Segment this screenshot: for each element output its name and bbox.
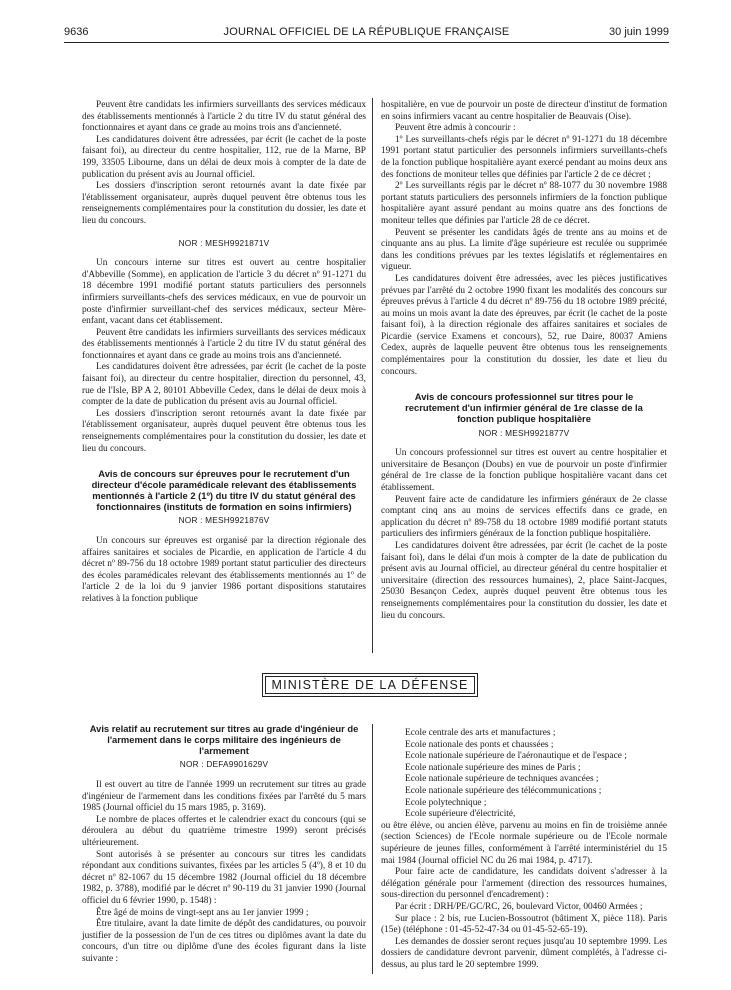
paragraph: Les candidatures doivent être adressées, par écrit (le cachet de la poste faisant foi), au directeur du centre hospitalier, direction du personnel, 43, rue de l'Isle, BP A 2, 80101 Abbeville Cedex, dans le délai de deux mois à compter de la date de publication du présent avis au Journal officiel. (82, 362, 366, 408)
defense-left-column (82, 724, 366, 965)
paragraph: Les dossiers d'inscription seront retournés avant la date fixée par l'établissement organisateur, auprès duquel peuvent être obtenus tous les renseignements complémentaires pour la constitution du dossier, les date et lieu du concours. (82, 181, 366, 226)
ministry-title: MINISTÈRE DE LA DÉFENSE (262, 673, 478, 697)
paragraph: Les candidatures doivent être adressées, par écrit (le cachet de la poste faisant foi), dans le délai d'un mois à compter de la date de publication du présent avis au Journal officiel, au directeur général du centre hospitalier et universitaire (direction des ressources humaines), 2, place Saint-Jacques, 25030 Besançon Cedex, auprès duquel peuvent être obtenus tous les renseignements complémentaires pour la constitution du dossier, les date et lieu du concours. (381, 540, 667, 621)
paragraph: Les candidatures doivent être adressées, avec les pièces justificatives prévues par l'arrêté du 2 octobre 1990 fixant les modalités des concours sur épreuves prévus à l'article 4 du décret nº 89-756 du 18 octobre 1989 précité, au moins un mois avant la date des épreuves, par écrit (le cachet de la poste faisant foi), à la direction régionale des affaires sanitaires et sociales de Picardie (service Examens et concours), 52, rue Daire, 80037 Amiens Cedex, auprès de laquelle peuvent être obtenus tous les renseignements complémentaires pour la constitution du dossier, les date et lieu du concours. (381, 273, 667, 377)
paragraph: Peuvent être admis à concourir : (395, 123, 516, 134)
paragraph: ou être élève, ou ancien élève, parvenu au moins en fin de troisième année (section Sciences) de l'Ecole normale supérieure ou de l'Ecole normale supérieure de jeunes filles, conformément à l'arrêté interministériel du 15 mai 1984 (Journal officiel NC du 26 mai 1984, p. 4717). (381, 820, 667, 866)
paragraph: Il est ouvert au titre de l'année 1999 un recrutement sur titres au grade d'ingénieur de l'armement dans les conditions fixées par l'arrêté du 5 mars 1985 (Journal officiel du 15 mars 1985, p. 3169). (82, 779, 366, 814)
paragraph: 1º Les surveillants-chefs régis par le décret nº 91-1271 du 18 décembre 1991 portant statut particulier des personnels infirmiers surveillants-chefs de la fonction publique hospitalière ayant exercé pendant au moins deux ans des fonctions de moniteur telles que définies par l'article 2 de ce décret ; (381, 134, 667, 180)
section-heading: Avis de concours professionnel sur titres pour le recrutement d'un infirmier général de 1re classe de la fonction publique hospitalière (405, 391, 643, 424)
school-list-item: Ecole centrale des arts et manufactures ; (405, 728, 556, 738)
paragraph: Par écrit : DRH/PE/GC/RC, 26, boulevard Victor, 00460 Armées ; (395, 901, 643, 912)
journal-title: JOURNAL OFFICIEL DE LA RÉPUBLIQUE FRANÇAISE (223, 26, 510, 38)
paragraph: Les demandes de dossier seront reçues jusqu'au 10 septembre 1999. Les dossiers de candidature devront parvenir, dûment complétés, à l'adresse ci-dessus, au plus tard le 20 septembre 1999. (381, 936, 667, 970)
paragraph: Sont autorisés à se présenter au concours sur titres les candidats répondant aux conditions suivantes, fixées par les articles 5 (4º), 8 et 10 du décret nº 82-1067 du 15 décembre 1982 (Journal officiel du 18 décembre 1982, p. 3788), modifié par le décret nº 90-119 du 31 janvier 1990 (Journal officiel du 6 février 1990, p. 1548) : (82, 849, 366, 906)
nor-reference: NOR : MESH9921876V (178, 515, 270, 526)
school-list-item: Ecole nationale supérieure de l'aéronautique et de l'espace ; (405, 751, 627, 762)
school-list-item: Ecole nationale des ponts et chaussées ; (405, 739, 554, 750)
page-number: 9636 (64, 26, 89, 38)
defense-right-column (381, 728, 667, 971)
paragraph: Le nombre de places offertes et le calendrier exact du concours (qui se déroulera au début du quatrième trimestre 1999) seront précisés ultérieurement. (82, 814, 366, 848)
section-heading: Avis de concours sur épreuves pour le recrutement d'un directeur d'école paramédicale relevant des établissements mentionnés à l'article 2 (1º) du titre IV du statut général des fonctionnaires (instituts de formation en soins infirmiers) (91, 468, 357, 512)
nor-reference: NOR : MESH9921871V (178, 237, 270, 248)
column-separator (372, 98, 373, 653)
school-list-item: Ecole nationale supérieure de techniques avancées ; (405, 774, 599, 785)
school-list-item: Ecole nationale supérieure des mines de Paris ; (405, 762, 581, 773)
nor-reference: NOR : MESH9921877V (478, 427, 570, 438)
paragraph: Sur place : 2 bis, rue Lucien-Bossoutrot (bâtiment X, pièce 118). Paris (15e) (téléphone : 01-45-52-47-34 ou 01-45-52-65-19). (381, 913, 667, 936)
paragraph: Les dossiers d'inscription seront retournés avant la date fixée par l'établissement organisateur, auprès duquel peuvent être obtenus tous les renseignements complémentaires pour la constitution du dossier, les date et lieu du concours. (82, 408, 366, 454)
right-column (381, 100, 667, 622)
paragraph: Peuvent être candidats les infirmiers surveillants des services médicaux des établissements mentionnés à l'article 2 du titre IV du statut général des fonctionnaires et ayant dans ce grade au moins trois ans d'ancienneté. (82, 327, 366, 361)
paragraph: Peuvent se présenter les candidats âgés de trente ans au moins et de cinquante ans au plus. La limite d'âge supérieure est reculée ou supprimée dans les conditions prévues par les textes législatifs et réglementaires en vigueur. (381, 227, 667, 273)
school-list-item: Ecole nationale supérieure des télécommunications ; (405, 785, 602, 796)
paragraph: Peuvent faire acte de candidature les infirmiers généraux de 2e classe comptant cinq ans au moins de services effectifs dans ce grade, en application du décret nº 89-758 du 18 octobre 1989 modifié portant statuts particuliers des infirmiers généraux de la fonction publique hospitalière. (381, 494, 667, 540)
header-rule (64, 42, 669, 43)
column-separator (372, 724, 373, 974)
school-list-item: Ecole supérieure d'électricité, (405, 809, 516, 820)
paragraph: hospitalière, en vue de pourvoir un poste de directeur d'institut de formation en soins infirmiers vacant au centre hospitalier de Beauvais (Oise). (381, 100, 667, 122)
paragraph: Être titulaire, avant la date limite de dépôt des candidatures, ou pouvoir justifier de la possession de l'un de ces titres ou diplômes avant la date du concours, d'un titre ou diplôme d'une des écoles figurant dans la liste suivante : (82, 919, 366, 964)
paragraph: Peuvent être candidats les infirmiers surveillants des services médicaux des établissements mentionnés à l'article 2 du titre IV du statut général des fonctionnaires et ayant dans ce grade au moins trois ans d'ancienneté. (82, 100, 366, 134)
nor-reference: NOR : DEFA9901629V (179, 759, 269, 770)
paragraph: 2º Les surveillants régis par le décret nº 88-1077 du 30 novembre 1988 portant statuts particuliers des personnels infirmiers de la fonction publique hospitalière ayant assuré pendant au moins quatre ans des fonctions de moniteur telles que définies par l'article 28 de ce décret. (381, 181, 667, 226)
paragraph: Les candidatures doivent être adressées, par écrit (le cachet de la poste faisant foi), au directeur du centre hospitalier, 112, rue de la Marne, BP 199, 33505 Libourne, dans un délai de deux mois à compter de la date de publication du présent avis au Journal officiel. (82, 134, 366, 180)
paragraph: Être âgé de moins de vingt-sept ans au 1er janvier 1999 ; (96, 907, 309, 918)
paragraph: Un concours interne sur titres est ouvert au centre hospitalier d'Abbeville (Somme), en application de l'article 3 du décret nº 91-1271 du 18 décembre 1991 modifié portant statuts particuliers des personnels infirmiers surveillants-chefs des services médicaux, en vue de pourvoir un poste d'infirmier surveillant-chef des services médicaux, secteur Mère-enfant, vacant dans cet établissement. (82, 258, 366, 327)
school-list-item: Ecole polytechnique ; (405, 797, 487, 808)
paragraph: Un concours professionnel sur titres est ouvert au centre hospitalier et universitaire de Besançon (Doubs) en vue de pourvoir un poste d'infirmier général de 1re classe de la fonction publique hospitalière vacant dans cet établissement. (381, 448, 667, 494)
section-heading: Avis relatif au recrutement sur titres au grade d'ingénieur de l'armement dans le corps militaire des ingénieurs de l'armement (89, 723, 359, 756)
issue-date: 30 juin 1999 (609, 26, 669, 38)
paragraph: Pour faire acte de candidature, les candidats doivent s'adresser à la délégation générale pour l'armement (direction des ressources humaines, sous-direction du personnel d'encadrement) : (381, 867, 667, 901)
paragraph: Un concours sur épreuves est organisé par la direction régionale des affaires sanitaires et sociales de Picardie, en application de l'article 4 du décret nº 89-756 du 18 octobre 1989 portant statut particulier des directeurs des écoles paramédicales relevant des établissements mentionnés au 1º de l'article 2 de la loi du 9 janvier 1986 portant dispositions statutaires relatives à la fonction publique (82, 536, 366, 604)
left-column (82, 100, 366, 606)
